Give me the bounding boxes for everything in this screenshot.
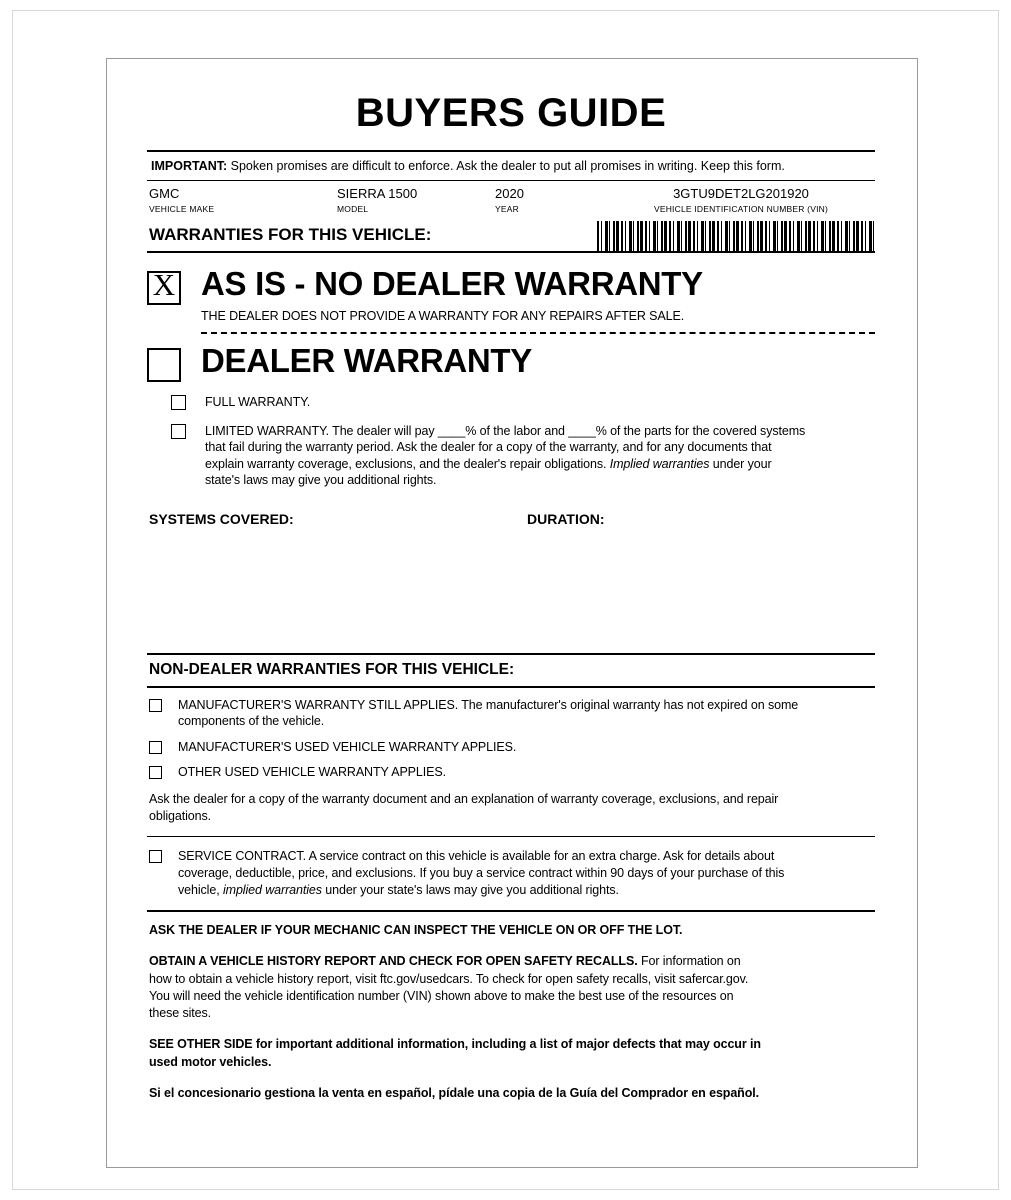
form-content xyxy=(147,81,875,1116)
limited-warranty-row xyxy=(171,423,875,489)
non-dealer-note xyxy=(149,791,875,824)
dealer-warranty-row xyxy=(147,344,875,382)
warranties-header-row xyxy=(147,221,875,251)
dealer-warranty-heading: DEALER WARRANTY xyxy=(201,342,532,379)
manufacturer-used-warranty-checkbox[interactable] xyxy=(149,741,162,754)
as-is-row xyxy=(147,267,875,305)
other-used-warranty-checkbox[interactable] xyxy=(149,766,162,779)
limited-warranty-line1: LIMITED WARRANTY. The dealer will pay ____% of the labor and ____% of the parts for the covered systems xyxy=(205,423,806,438)
non-dealer-items xyxy=(147,697,875,825)
vehicle-model-label: MODEL xyxy=(337,204,369,214)
vehicle-vin xyxy=(607,181,875,214)
systems-duration-row xyxy=(147,511,875,535)
limited-warranty-line2: that fail during the warranty period. Ask the dealer for a copy of the warranty, and for any documents that xyxy=(205,440,772,454)
important-label: IMPORTANT: xyxy=(151,159,228,173)
history-report-line4: these sites. xyxy=(149,1006,212,1021)
dashed-divider xyxy=(201,332,875,334)
other-side-notice xyxy=(149,1036,875,1071)
other-used-warranty-label: OTHER USED VEHICLE WARRANTY APPLIES. xyxy=(178,765,446,780)
manufacturer-warranty-text xyxy=(178,697,798,730)
vehicle-make-label: VEHICLE MAKE xyxy=(149,204,215,214)
service-contract-italic: implied warranties xyxy=(222,882,322,897)
history-report-notice xyxy=(149,953,875,1022)
vehicle-make-value: GMC xyxy=(149,186,180,201)
history-report-bold: OBTAIN A VEHICLE HISTORY REPORT AND CHECK FOR OPEN SAFETY RECALLS. xyxy=(149,954,638,969)
vehicle-info-row xyxy=(147,181,875,221)
barcode-bars-icon xyxy=(597,221,875,251)
vehicle-vin-value: 3GTU9DET2LG201920 xyxy=(673,186,809,201)
as-is-heading: AS IS - NO DEALER WARRANTY xyxy=(201,265,703,302)
dealer-warranty-section xyxy=(147,344,875,653)
service-contract-line2: coverage, deductible, price, and exclusions. If you buy a service contract within 90 days of your purchase of this xyxy=(178,865,785,880)
important-text: Spoken promises are difficult to enforce. Ask the dealer to put all promises in writing. Keep this form. xyxy=(230,159,785,173)
other-side-rest: for important additional information, including a list of major defects that may occur in xyxy=(252,1037,761,1052)
manufacturer-used-warranty-row xyxy=(149,739,875,756)
limited-warranty-line4: under your xyxy=(709,456,772,471)
warranties-header-label: WARRANTIES FOR THIS VEHICLE: xyxy=(149,225,432,244)
page-title: BUYERS GUIDE xyxy=(355,91,667,135)
service-contract-line1: SERVICE CONTRACT. A service contract on this vehicle is available for an extra charge. Ask for details about xyxy=(178,849,775,864)
as-is-section xyxy=(147,253,875,334)
non-dealer-note-line1: Ask the dealer for a copy of the warranty document and an explanation of warranty coverage, exclusions, and repair xyxy=(149,792,779,806)
systems-covered-blank-area[interactable] xyxy=(147,535,875,653)
other-side-bold: SEE OTHER SIDE xyxy=(149,1037,253,1052)
service-contract-row xyxy=(149,848,875,898)
limited-warranty-line5: state's laws may give you additional rights. xyxy=(205,473,437,487)
non-dealer-header: NON-DEALER WARRANTIES FOR THIS VEHICLE: xyxy=(149,660,515,678)
service-contract-line3: vehicle, xyxy=(178,882,223,897)
as-is-subtext: THE DEALER DOES NOT PROVIDE A WARRANTY FOR ANY REPAIRS AFTER SALE. xyxy=(201,309,685,323)
as-is-checkbox-mark: X xyxy=(152,267,176,302)
as-is-checkbox[interactable] xyxy=(147,267,181,305)
spanish-notice: Si el concesionario gestiona la venta en español, pídale una copia de la Guía del Comprador en español. xyxy=(149,1085,760,1100)
history-report-line3: You will need the vehicle identification number (VIN) shown above to make the best use of the resources on xyxy=(149,988,734,1003)
full-warranty-row xyxy=(171,394,875,411)
service-contract-line4: under your state's laws may give you additional rights. xyxy=(321,882,619,897)
non-dealer-note-line2: obligations. xyxy=(149,808,212,823)
photo-frame xyxy=(12,10,999,1190)
inspect-notice: ASK THE DEALER IF YOUR MECHANIC CAN INSPECT THE VEHICLE ON OR OFF THE LOT. xyxy=(149,923,683,938)
vehicle-year-value: 2020 xyxy=(495,186,524,201)
vehicle-model xyxy=(337,181,417,214)
limited-warranty-line3: explain warranty coverage, exclusions, and the dealer's repair obligations. xyxy=(205,456,610,471)
vehicle-make xyxy=(149,181,214,214)
service-contract-section xyxy=(147,837,875,910)
manufacturer-used-warranty-label: MANUFACTURER'S USED VEHICLE WARRANTY APPLIES. xyxy=(178,739,517,754)
history-report-line2: how to obtain a vehicle history report, visit ftc.gov/usedcars. To check for open safety recalls, visit safercar.gov. xyxy=(149,971,749,986)
other-used-warranty-row xyxy=(149,764,875,781)
full-warranty-label: FULL WARRANTY. xyxy=(205,395,311,409)
manufacturer-warranty-checkbox[interactable] xyxy=(149,699,162,712)
history-report-rest: For information on xyxy=(637,954,741,969)
limited-warranty-italic: Implied warranties xyxy=(609,456,710,471)
manufacturer-warranty-row xyxy=(149,697,875,730)
dealer-warranty-checkbox[interactable] xyxy=(147,348,181,382)
service-contract-checkbox[interactable] xyxy=(149,850,162,863)
footer-section xyxy=(147,912,875,1102)
vehicle-year xyxy=(495,181,524,214)
limited-warranty-checkbox[interactable] xyxy=(171,424,186,439)
service-contract-text xyxy=(178,848,784,898)
manufacturer-warranty-line1: MANUFACTURER'S WARRANTY STILL APPLIES. The manufacturer's original warranty has not expired on some xyxy=(178,697,799,712)
full-warranty-checkbox[interactable] xyxy=(171,395,186,410)
important-notice xyxy=(147,152,875,180)
other-side-line2: used motor vehicles. xyxy=(149,1054,272,1069)
vehicle-model-value: SIERRA 1500 xyxy=(337,186,418,201)
vin-barcode xyxy=(597,221,875,251)
vehicle-year-label: YEAR xyxy=(495,204,519,214)
divider-nondealer-bottom xyxy=(147,686,875,688)
systems-covered-label: SYSTEMS COVERED: xyxy=(149,510,294,527)
duration-label: DURATION: xyxy=(527,510,605,527)
buyers-guide-sheet xyxy=(106,58,918,1168)
limited-warranty-text xyxy=(205,423,805,489)
vehicle-vin-label: VEHICLE IDENTIFICATION NUMBER (VIN) xyxy=(653,204,829,214)
manufacturer-warranty-line2: components of the vehicle. xyxy=(178,714,325,729)
